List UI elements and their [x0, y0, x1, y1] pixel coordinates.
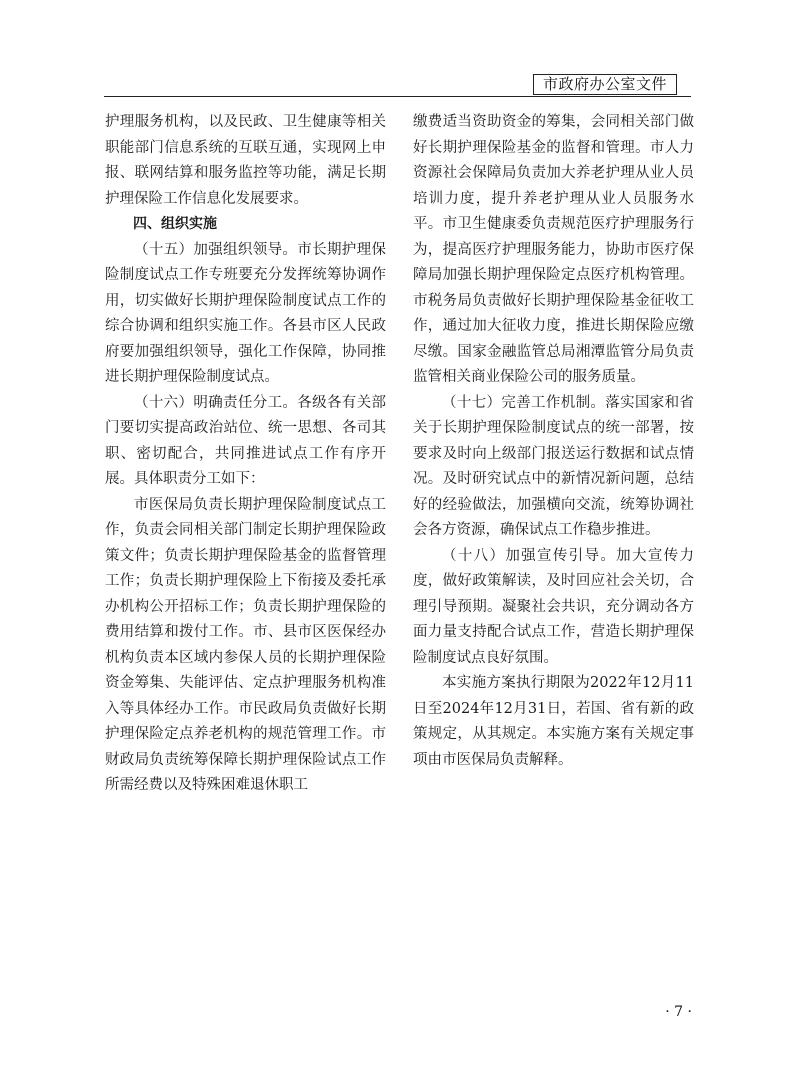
paragraph: 缴费适当资助资金的筹集，会同相关部门做好长期护理保险基金的监督和管理。市人力资源社会保障局负责加大养老护理从业人员培训力度，提升养老护理从业人员服务水平。市卫生健康委负责规范医疗护理服务行为，提高医疗护理服务能力，协助市医疗保障局加强长期护理保险定点医疗机构管理。市税务局负责做好长期护理保险基金征收工作，通过加大征收力度，推进长期保险应缴尽缴。国家金融监管总局湘潭监管分局负责监管相关商业保险公司的服务质量。: [413, 114, 694, 385]
header-label: 市政府办公室文件: [533, 74, 677, 95]
paragraph: 市医保局负责长期护理保险制度试点工作，负责会同相关部门制定长期护理保险政策文件；负责长期护理保险基金的监督管理工作；负责长期护理保险上下衔接及委托承办机构公开招标工作；负责长期护理保险的费用结算和拨付工作。市、县市区医保经办机构负责本区域内参保人员的长期护理保险资金筹集、失能评估、定点护理服务机构准入等具体经办工作。市民政局负责做好长期护理保险定点养老机构的规范管理工作。市财政局负责统筹保障长期护理保险试点工作所需经费以及特殊困难退休职工: [105, 496, 386, 793]
paragraph: 本实施方案执行期限为2022年12月11日至2024年12月31日，若国、省有新的政策规定，从其规定。本实施方案有关规定事项由市医保局负责解释。: [413, 675, 694, 768]
right-column: [413, 110, 694, 773]
section-heading: 四、组织实施: [133, 216, 217, 232]
paragraph: （十七）完善工作机制。落实国家和省关于长期护理保险制度试点的统一部署，按要求及时向上级部门报送运行数据和试点情况。及时研究试点中的新情况新问题，总结好的经验做法，加强横向交流，统筹协调社会各方资源，确保试点工作稳步推进。: [413, 394, 694, 538]
left-column: [105, 110, 386, 799]
paragraph: 护理服务机构，以及民政、卫生健康等相关职能部门信息系统的互联互通，实现网上申报、联网结算和服务监控等功能，满足长期护理保险工作信息化发展要求。: [105, 114, 386, 207]
paragraph: （十八）加强宣传引导。加大宣传力度，做好政策解读，及时回应社会关切，合理引导预期。凝聚社会共识，充分调动各方面力量支持配合试点工作，营造长期护理保险制度试点良好氛围。: [413, 547, 694, 666]
paragraph: （十五）加强组织领导。市长期护理保险制度试点工作专班要充分发挥统筹协调作用，切实做好长期护理保险制度试点工作的综合协调和组织实施工作。各县市区人民政府要加强组织领导，强化工作保障，协同推进长期护理保险制度试点。: [105, 241, 386, 385]
paragraph: （十六）明确责任分工。各级各有关部门要切实提高政治站位、统一思想、各司其职、密切配合，共同推进试点工作有序开展。具体职责分工如下：: [105, 394, 386, 487]
header-rule: [104, 96, 691, 97]
page-number: · 7 ·: [665, 1004, 692, 1020]
